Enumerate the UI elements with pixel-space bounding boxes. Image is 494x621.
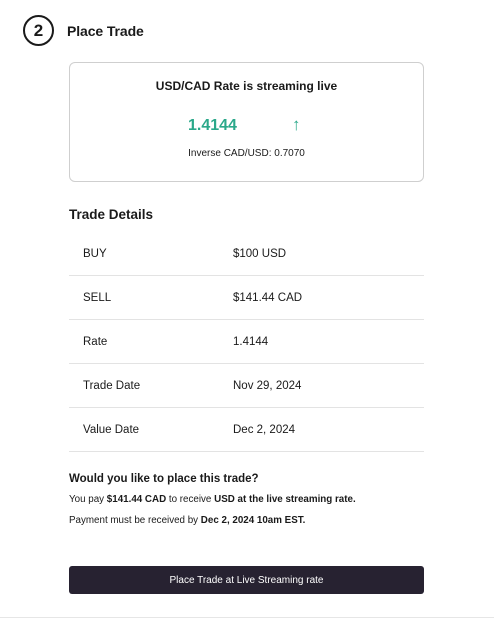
row-label: SELL — [83, 291, 112, 304]
step-number-badge — [23, 15, 54, 46]
row-value: 1.4144 — [233, 335, 269, 348]
table-row-buy — [69, 232, 424, 276]
row-value: $141.44 CAD — [233, 291, 303, 304]
row-value: $100 USD — [233, 247, 287, 260]
table-row-rate — [69, 320, 424, 364]
pay-suffix: USD at the live streaming rate. — [214, 494, 356, 505]
trade-details-table — [69, 232, 424, 452]
divider — [0, 617, 494, 618]
inverse-rate-row — [70, 148, 423, 159]
table-row-value-date — [69, 408, 424, 452]
payment-deadline-value: Dec 2, 2024 10am EST. — [200, 514, 306, 526]
pay-middle: to receive — [168, 494, 212, 505]
pay-prefix: You pay — [69, 494, 105, 505]
table-row-trade-date — [69, 364, 424, 408]
row-label: Rate — [83, 335, 108, 348]
trade-details-title: Trade Details — [69, 207, 154, 222]
row-label: Value Date — [83, 423, 140, 436]
confirmation-question: Would you like to place this trade? — [69, 473, 259, 485]
inverse-rate-value: 0.7070 — [274, 148, 305, 159]
pay-summary — [69, 495, 424, 505]
arrow-up-icon: ↑ — [292, 115, 301, 134]
place-trade-button[interactable]: Place Trade at Live Streaming rate — [69, 566, 424, 594]
row-label: BUY — [83, 247, 107, 260]
step-title: Place Trade — [67, 22, 144, 39]
live-rate-card — [69, 62, 424, 182]
step-number: 2 — [33, 20, 44, 40]
inverse-rate-label: Inverse CAD/USD: — [188, 148, 272, 159]
trade-confirmation — [69, 473, 424, 537]
live-rate-value: 1.4144 — [188, 117, 237, 134]
pay-amount: $141.44 CAD — [106, 494, 167, 505]
row-value: Nov 29, 2024 — [233, 379, 302, 392]
row-value: Dec 2, 2024 — [233, 423, 296, 436]
rate-card-title: USD/CAD Rate is streaming live — [155, 79, 338, 93]
row-label: Trade Date — [83, 379, 141, 392]
table-row-sell — [69, 276, 424, 320]
step-header — [23, 15, 144, 46]
payment-prefix: Payment must be received by — [69, 514, 199, 526]
payment-deadline — [69, 516, 424, 526]
